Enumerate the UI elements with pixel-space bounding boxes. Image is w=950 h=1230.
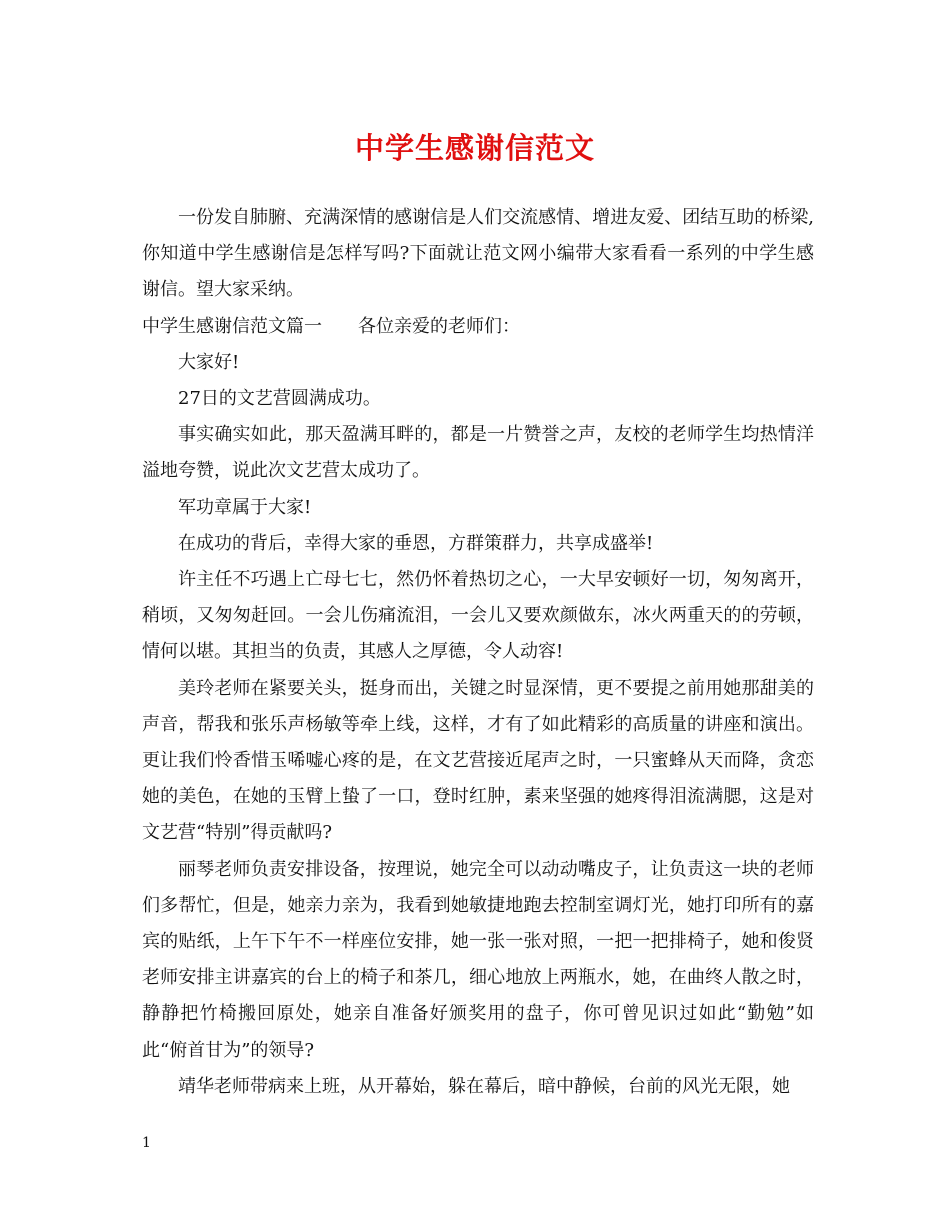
intro-paragraph: 一份发自肺腑、充满深情的感谢信是人们交流感情、增进友爱、团结互助的桥梁,你知道中学生感谢信是怎样写吗?下面就让范文网小编带大家看看一系列的中学生感谢信。望大家采纳。	[142, 207, 814, 301]
page-number: 1	[142, 1135, 151, 1151]
body-paragraph: 许主任不巧遇上亡母七七，然仍怀着热切之心，一大早安顿好一切，匆匆离开，稍顷，又匆匆赶回。一会儿伤痛流泪，一会儿又要欢颜做东，冰火两重天的的劳顿，情何以堪。其担当的负责，其感人之厚德，令人动容!	[142, 569, 814, 663]
body-paragraph: 军功章属于大家!	[178, 496, 312, 518]
greeting-paragraph: 大家好!	[178, 351, 240, 373]
body-paragraph: 美玲老师在紧要关头，挺身而出，关键之时显深情，更不要提之前用她那甜美的声音，帮我和张乐声杨敏等牵上线，这样，才有了如此精彩的高质量的讲座和演出。更让我们怜香惜玉唏嘘心疼的是，在文艺营接近尾声之时，一只蜜蜂从天而降，贪恋她的美色，在她的玉臂上蛰了一口，登时红肿，素来坚强的她疼得泪流满腮，这是对文艺营“特别”得贡献吗?	[142, 677, 814, 844]
letter-heading-line: 中学生感谢信范文篇一 各位亲爱的老师们：	[142, 315, 520, 337]
body-paragraph: 靖华老师带病来上班，从开幕始，躲在幕后，暗中静候，台前的风光无限，她	[178, 1075, 790, 1097]
document-title: 中学生感谢信范文	[354, 131, 595, 165]
body-paragraph: 丽琴老师负责安排设备，按理说，她完全可以动动嘴皮子，让负责这一块的老师们多帮忙，但是，她亲力亲为，我看到她敏捷地跑去控制室调灯光，她打印所有的嘉宾的贴纸，上午下午不一样座位安排，她一张一张对照，一把一把排椅子，她和俊贤老师安排主讲嘉宾的台上的椅子和茶几，细心地放上两瓶水，她，在曲终人散之时，静静把竹椅搬回原处，她亲自准备好颁奖用的盘子，你可曾见识过如此“勤勉”如此“俯首甘为”的领导?	[142, 858, 814, 1061]
body-paragraph: 事实确实如此，那天盈满耳畔的，都是一片赞誉之声，友校的老师学生均热情洋溢地夸赞，说此次文艺营太成功了。	[142, 424, 814, 482]
body-paragraph: 27日的文艺营圆满成功。	[178, 388, 381, 410]
document-body	[142, 200, 814, 1105]
body-paragraph: 在成功的背后，幸得大家的垂恩，方群策群力，共享成盛举!	[178, 532, 654, 554]
